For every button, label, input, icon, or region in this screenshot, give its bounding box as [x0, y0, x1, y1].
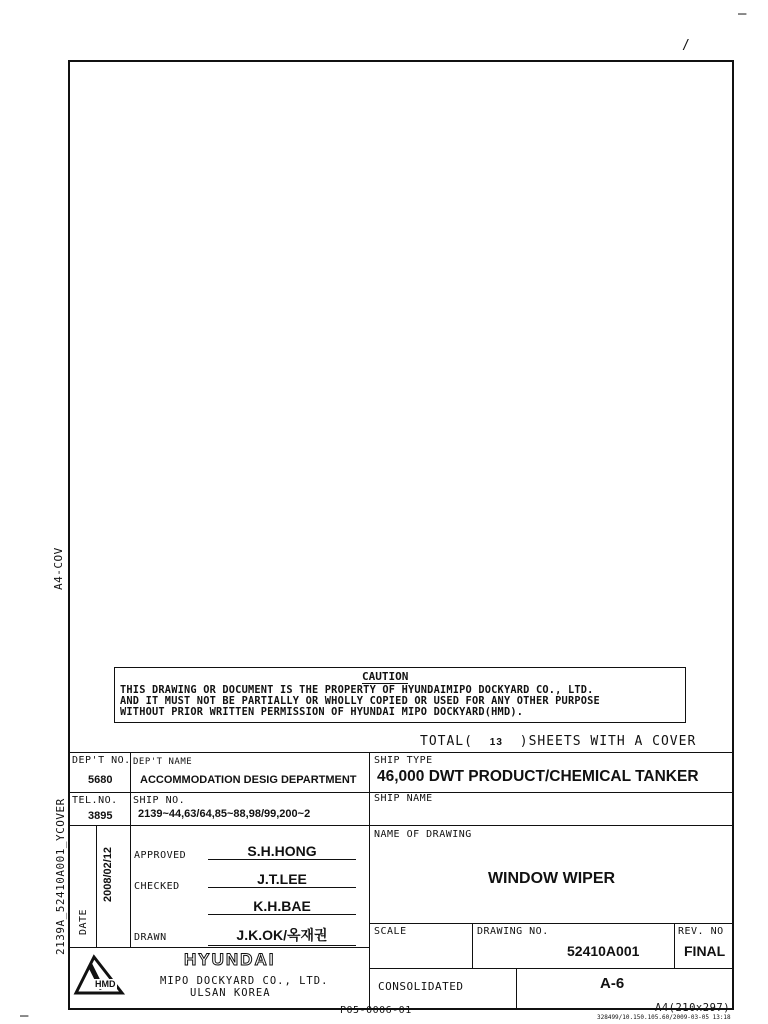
drawing-name-value: WINDOW WIPER — [487, 870, 616, 887]
company-logo-text: HMD — [95, 979, 116, 989]
caution-line-2: AND IT MUST NOT BE PARTIALLY OR WHOLLY COPIED OR USED FOR ANY OTHER PURPOSE — [120, 695, 600, 707]
tb-line-scale — [369, 923, 734, 924]
caution-text — [120, 685, 600, 718]
side-file-label: 2139A_52410A001_YCOVER — [54, 798, 67, 955]
rev-no-value: FINAL — [684, 943, 726, 959]
ship-no-value: 2139~44,63/64,85~88,98/99,200~2 — [138, 808, 311, 820]
drawing-no-value: 52410A001 — [567, 943, 640, 959]
dept-name-value: ACCOMMODATION DESIG DEPARTMENT — [140, 774, 357, 786]
rev-no-label: REV. NO — [678, 926, 724, 937]
tb-vline-rev — [674, 923, 675, 968]
company-logo — [72, 953, 128, 995]
total-count: 13 — [489, 737, 503, 748]
total-suffix: )SHEETS WITH A COVER — [519, 734, 697, 749]
dept-no-label: DEP'T NO. — [72, 755, 131, 766]
date-value: 2008/02/12 — [102, 846, 114, 902]
corner-mark-top: — — [738, 6, 747, 22]
ship-name-label: SHIP NAME — [374, 793, 433, 804]
total-sheets — [420, 734, 696, 749]
checked-value-2: K.H.BAE — [208, 898, 356, 915]
company-line-2: ULSAN KOREA — [190, 987, 271, 999]
scale-label: SCALE — [374, 926, 407, 937]
ship-type-label: SHIP TYPE — [374, 755, 433, 766]
form-number: P05-0006-01 — [340, 1005, 412, 1016]
approved-label: APPROVED — [134, 850, 187, 861]
tb-vline-sign — [130, 825, 131, 947]
tb-vline-date — [96, 825, 97, 947]
drawn-value: J.K.OK/옥재권 — [208, 925, 356, 946]
side-sheet-label: A4-COV — [52, 547, 65, 590]
tb-vline-scale — [472, 923, 473, 968]
tb-line-consol — [369, 968, 734, 969]
name-of-drawing-label: NAME OF DRAWING — [374, 829, 472, 840]
drawing-no-label: DRAWING NO. — [477, 926, 549, 937]
drawing-frame — [68, 60, 734, 1010]
total-prefix: TOTAL( — [420, 734, 473, 749]
tel-no-label: TEL.NO. — [72, 795, 118, 806]
tb-line-logo — [69, 947, 369, 948]
date-label: DATE — [78, 908, 89, 935]
print-stamp: 328499/10.150.105.60/2009-03-05 13:18 — [597, 1014, 731, 1021]
checked-value-1: J.T.LEE — [208, 871, 356, 888]
tb-line-3 — [69, 825, 734, 826]
tel-no-value: 3895 — [88, 810, 113, 822]
corner-mark-slash: / — [682, 38, 690, 53]
dept-name-label: DEP'T NAME — [133, 757, 193, 767]
caution-line-3: WITHOUT PRIOR WRITTEN PERMISSION OF HYUNDAI MIPO DOCKYARD(HMD). — [120, 706, 524, 718]
approved-value: S.H.HONG — [208, 843, 356, 860]
consolidated-label: CONSOLIDATED — [378, 980, 464, 993]
dept-no-value: 5680 — [88, 774, 113, 786]
corner-mark-bottom: — — [20, 1008, 29, 1024]
company-line-1: MIPO DOCKYARD CO., LTD. — [160, 975, 329, 987]
caution-title: CAUTION — [362, 670, 409, 683]
paper-size: A4(210x297) — [655, 1002, 731, 1014]
ship-no-label: SHIP NO. — [133, 795, 186, 806]
ship-type-value: 46,000 DWT PRODUCT/CHEMICAL TANKER — [377, 768, 699, 785]
caution-line-1: THIS DRAWING OR DOCUMENT IS THE PROPERTY OF HYUNDAIMIPO DOCKYARD CO., LTD. — [120, 684, 594, 696]
company-name: HYUNDAI — [184, 950, 276, 969]
tb-line-top — [69, 752, 734, 753]
consolidated-value: A-6 — [600, 975, 625, 992]
checked-label: CHECKED — [134, 881, 180, 892]
tb-vline-consol — [516, 968, 517, 1010]
drawn-label: DRAWN — [134, 932, 167, 943]
